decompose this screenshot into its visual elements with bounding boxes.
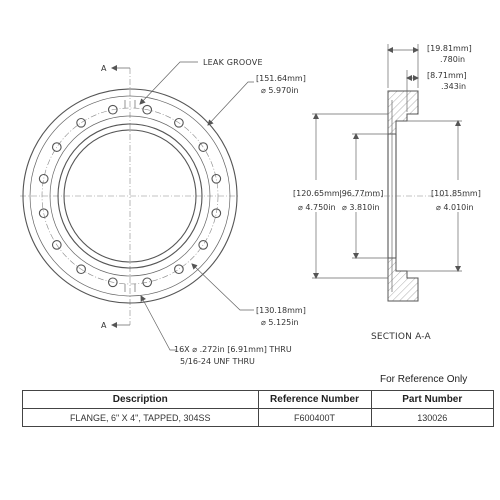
outer-diameter-leader xyxy=(208,82,254,125)
hole-note-leader xyxy=(141,296,176,350)
section-view xyxy=(293,44,481,342)
thickness-mm: [19.81mm] xyxy=(427,44,472,53)
bolt-circle-mm: [130.18mm] xyxy=(256,306,306,315)
bolt-hole xyxy=(39,175,48,184)
cell-description: FLANGE, 6" X 4", TAPPED, 304SS xyxy=(23,409,259,427)
table-header-row xyxy=(23,391,494,409)
thickness-in: .780in xyxy=(440,55,466,64)
hole-note-line2: 5/16-24 UNF THRU xyxy=(180,357,255,366)
section-title: SECTION A-A xyxy=(371,332,431,342)
outer-diameter-in: ⌀ 5.970in xyxy=(261,86,299,95)
bore-dia-in: ⌀ 3.810in xyxy=(342,203,380,212)
section-body-bottom xyxy=(388,258,418,301)
bolt-hole xyxy=(77,119,86,128)
bore-dia-mm: |96.77mm] xyxy=(339,189,384,198)
recess-dia-in: ⌀ 4.010in xyxy=(436,203,474,212)
section-letter-bottom: A xyxy=(101,321,107,330)
recess-dia-mm: [101.85mm] xyxy=(431,189,481,198)
step-in: .343in xyxy=(441,82,467,91)
bolt-hole xyxy=(199,241,208,250)
section-letter-top: A xyxy=(101,64,107,73)
front-view xyxy=(20,58,306,366)
bolt-circle-leader xyxy=(192,264,254,310)
header-reference-number: Reference Number xyxy=(258,391,371,409)
bolt-circle-in: ⌀ 5.125in xyxy=(261,318,299,327)
section-body-top xyxy=(388,91,418,134)
cell-reference-number: F600400T xyxy=(258,409,371,427)
step-mm: [8.71mm] xyxy=(427,71,467,80)
cell-part-number: 130026 xyxy=(371,409,493,427)
groove-dia-in: ⌀ 4.750in xyxy=(298,203,336,212)
header-part-number: Part Number xyxy=(371,391,493,409)
groove-dia-mm: [120.65mm xyxy=(293,189,340,198)
leak-groove-label: LEAK GROOVE xyxy=(203,58,263,67)
bolt-hole xyxy=(143,278,152,287)
table-row xyxy=(23,409,494,427)
bolt-hole xyxy=(212,209,221,218)
hole-note-line1: 16X ⌀ .272in [6.91mm] THRU xyxy=(174,345,292,354)
bolt-hole xyxy=(212,175,221,184)
bolt-hole xyxy=(175,265,184,274)
header-description: Description xyxy=(23,391,259,409)
reference-caption: For Reference Only xyxy=(380,374,468,385)
outer-diameter-mm: [151.64mm] xyxy=(256,74,306,83)
reference-table xyxy=(22,390,494,427)
